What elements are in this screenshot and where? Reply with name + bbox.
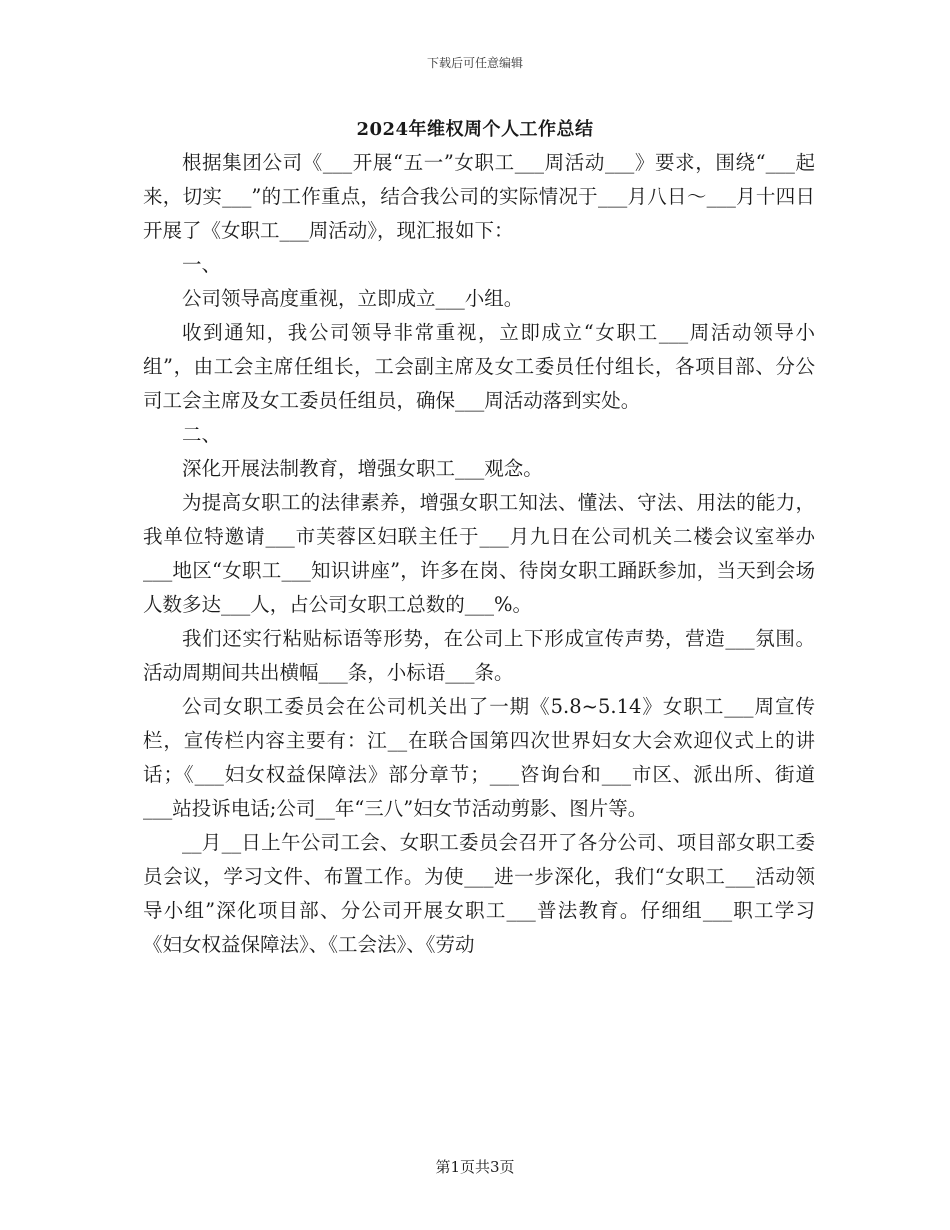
paragraph: 为提高女职工的法律素养，增强女职工知法、懂法、守法、用法的能力，我单位特邀请___市芙蓉区妇联主任于___月九日在公司机关二楼会议室举办___地区“女职工___知识讲座”，许多在岗、待岗女职工踊跃参加，当天到会场人数多达___人，占公司女职工总数的___%。 <box>143 491 815 616</box>
paragraph: 我们还实行粘贴标语等形势，在公司上下形成宣传声势，营造___氛围。活动周期间共出横幅___条，小标语___条。 <box>143 627 815 684</box>
paragraph: 公司领导高度重视，立即成立___小组。 <box>182 287 524 310</box>
section-heading-2: 二、 <box>182 423 222 446</box>
document-title: 2024年维权周个人工作总结 <box>356 119 594 140</box>
paragraph: 公司女职工委员会在公司机关出了一期《5.8~5.14》女职工___周宣传栏，宣传栏内容主要有：江__在联合国第四次世界妇女大会欢迎仪式上的讲话；《___妇女权益保障法》部分章节；___咨询台和___市区、派出所、街道___站投诉电话;公司__年“三八”妇女节活动剪影、图片等。 <box>143 695 815 820</box>
page-number: 第1页共3页 <box>435 1158 515 1176</box>
paragraph: 收到通知，我公司领导非常重视，立即成立“女职工___周活动领导小组”，由工会主席任组长，工会副主席及女工委员任付组长，各项目部、分公司工会主席及女工委员任组员，确保___周活动落到实处。 <box>143 321 815 412</box>
section-heading-1: 一、 <box>182 253 222 276</box>
paragraph: __月__日上午公司工会、女职工委员会召开了各分公司、项目部女职工委员会议，学习文件、布置工作。为使___进一步深化，我们“女职工___活动领导小组”深化项目部、分公司开展女职工___普法教育。仔细组___职工学习《妇女权益保障法》、《工会法》、《劳动 <box>143 831 815 956</box>
header-note: 下载后可任意编辑 <box>426 56 523 70</box>
paragraph: 深化开展法制教育，增强女职工___观念。 <box>182 457 543 480</box>
paragraph-intro: 根据集团公司《___开展“五一”女职工___周活动___》要求，围绕“___起来，切实___”的工作重点，结合我公司的实际情况于___月八日～___月十四日开展了《女职工___周活动》，现汇报如下： <box>143 151 815 242</box>
document-body <box>143 146 815 962</box>
